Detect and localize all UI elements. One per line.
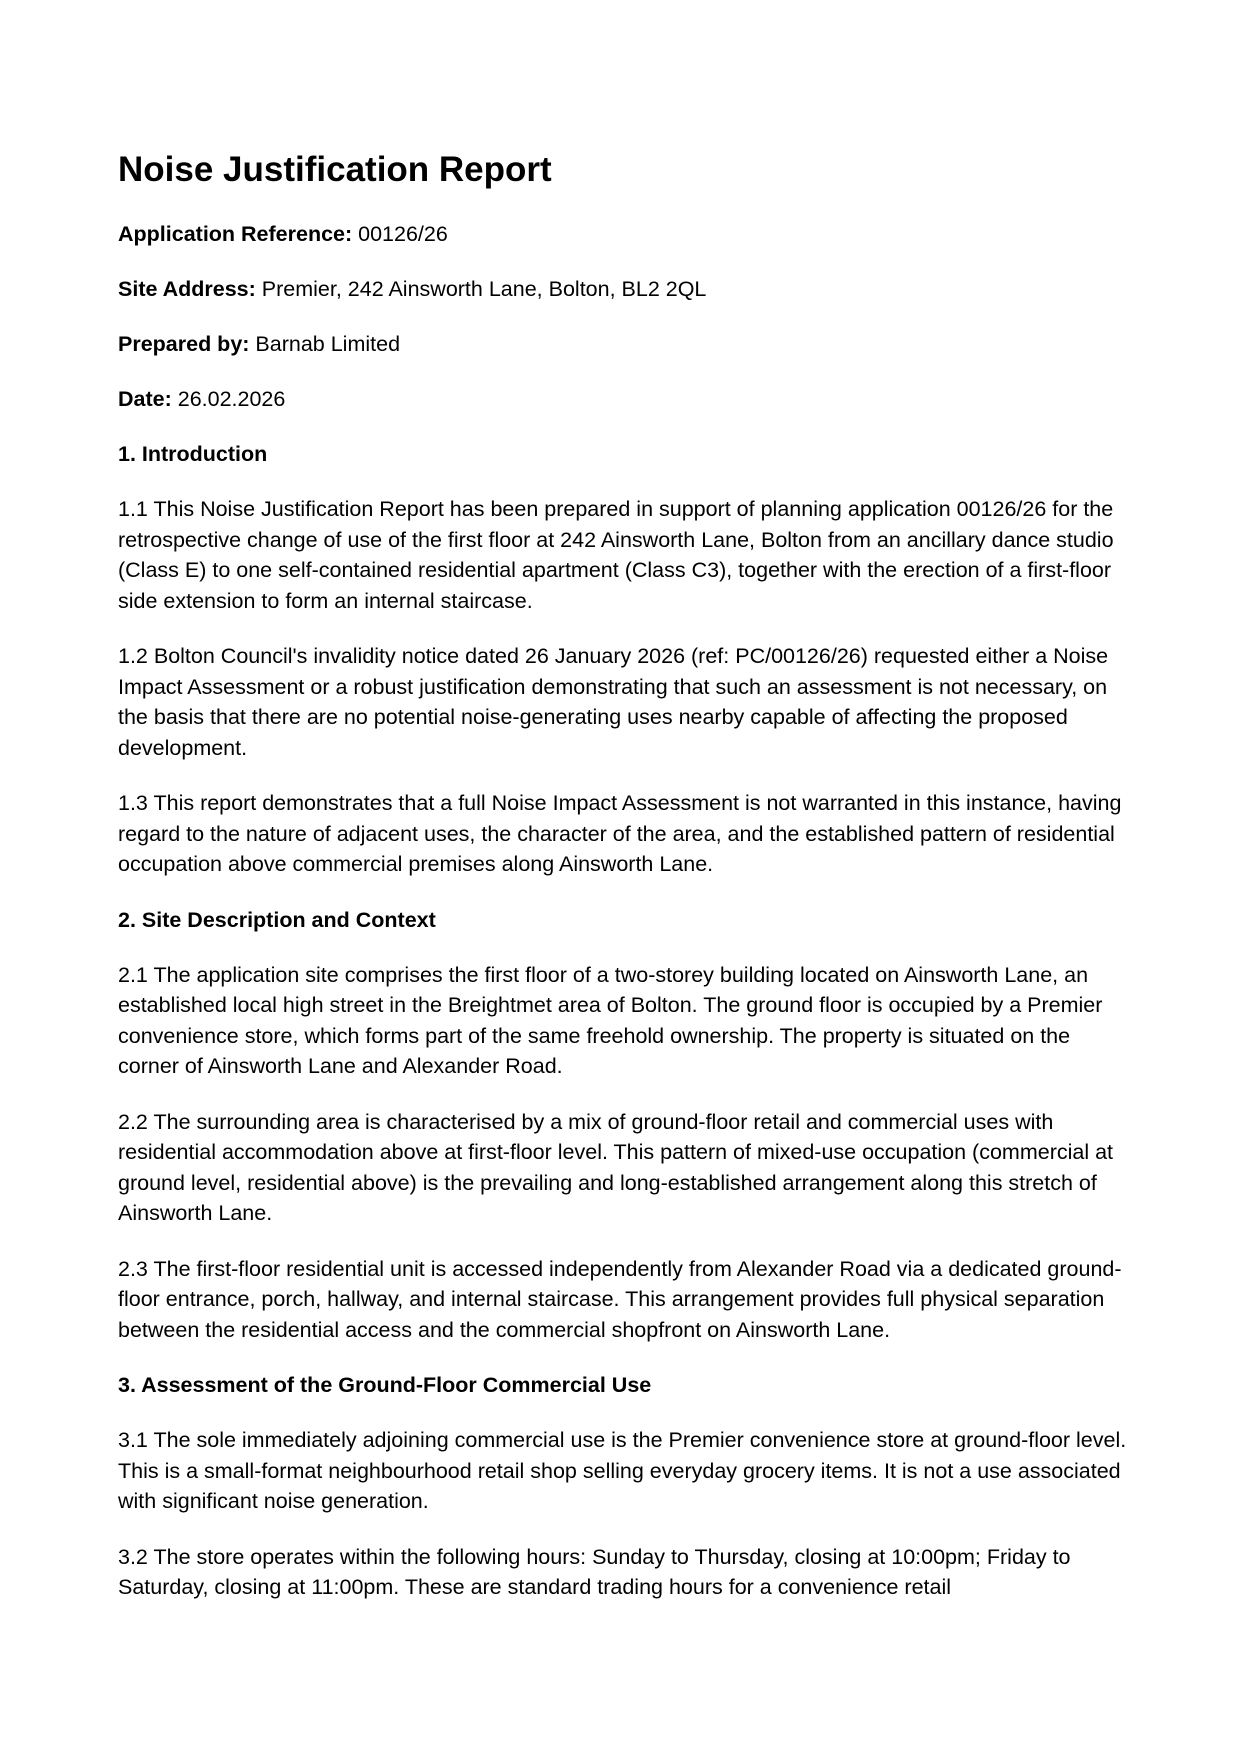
meta-label: Site Address: <box>118 277 256 301</box>
paragraph-2-1: 2.1 The application site comprises the first floor of a two-storey building located on Ainsworth Lane, an established local high street in the Breightmet area of Bolton. The ground floor is occupied by a Premier convenience store, which forms part of the same freehold ownership. The property is situated on the corner of Ainsworth Lane and Alexander Road. <box>118 962 1103 1078</box>
paragraph-3-1: 3.1 The sole immediately adjoining commercial use is the Premier convenience store at ground-floor level. This is a small-format neighbourhood retail shop selling everyday grocery items. It is not a use associated with significant noise generation. <box>118 1428 1127 1513</box>
meta-value: Barnab Limited <box>249 332 401 356</box>
document-page <box>118 150 1128 1603</box>
meta-label: Prepared by: <box>118 332 250 356</box>
page-title: Noise Justification Report <box>118 150 552 189</box>
meta-site-address <box>118 274 1128 304</box>
paragraph-1-3: 1.3 This report demonstrates that a full Noise Impact Assessment is not warranted in this instance, having regard to the nature of adjacent uses, the character of the area, and the established pattern of residential occupation above commercial premises along Ainsworth Lane. <box>118 791 1122 876</box>
paragraph-3-2: 3.2 The store operates within the following hours: Sunday to Thursday, closing at 10:00pm; Friday to Saturday, closing at 11:00pm. These are standard trading hours for a convenience retail <box>118 1544 1071 1599</box>
meta-value: Premier, 242 Ainsworth Lane, Bolton, BL2 2QL <box>255 277 707 301</box>
paragraph-2-2: 2.2 The surrounding area is characterised by a mix of ground-floor retail and commercial uses with residential accommodation above at first-floor level. This pattern of mixed-use occupation (commercial at ground level, residential above) is the prevailing and long-established arrangement along this stretch of Ainsworth Lane. <box>118 1109 1114 1225</box>
section-heading-site-description: 2. Site Description and Context <box>118 907 436 932</box>
paragraph-1-2: 1.2 Bolton Council's invalidity notice dated 26 January 2026 (ref: PC/00126/26) requested either a Noise Impact Assessment or a robust justification demonstrating that such an assessment is not necessary, on the basis that there are no potential noise-generating uses nearby capable of affecting the proposed development. <box>118 644 1109 760</box>
section-heading-commercial-use: 3. Assessment of the Ground-Floor Commercial Use <box>118 1373 652 1397</box>
meta-label: Date: <box>118 387 172 411</box>
meta-value: 26.02.2026 <box>171 387 286 411</box>
meta-value: 00126/26 <box>352 222 448 246</box>
meta-date <box>118 384 1128 414</box>
meta-application-reference <box>118 219 1128 249</box>
paragraph-2-3: 2.3 The first-floor residential unit is accessed independently from Alexander Road via a dedicated ground-floor entrance, porch, hallway, and internal staircase. This arrangement provides full physical separation between the residential access and the commercial shopfront on Ainsworth Lane. <box>118 1256 1122 1342</box>
section-heading-introduction: 1. Introduction <box>118 442 268 466</box>
meta-label: Application Reference: <box>118 222 353 246</box>
meta-prepared-by <box>118 329 1128 359</box>
paragraph-1-1: 1.1 This Noise Justification Report has been prepared in support of planning application 00126/26 for the retrospective change of use of the first floor at 242 Ainsworth Lane, Bolton from an ancillary dance studio (Class E) to one self-contained residential apartment (Class C3), together with the erection of a first-floor side extension to form an internal staircase. <box>118 497 1114 613</box>
